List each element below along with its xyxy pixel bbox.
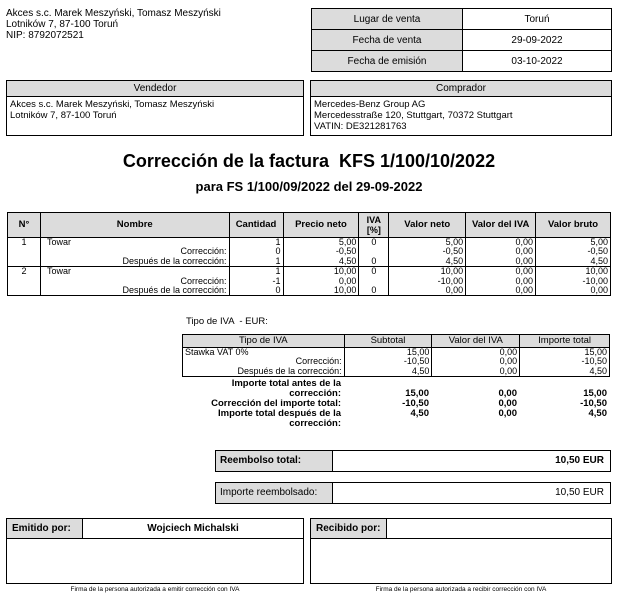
- vendor-line: Lotników 7, 87-100 Toruń: [10, 110, 117, 121]
- item-vat-value: 0,00: [466, 286, 536, 296]
- vat-summary-table: [182, 334, 610, 377]
- item-gross: -10,00: [536, 277, 611, 286]
- item-net: 0,00: [389, 286, 466, 296]
- col-header-name: Nombre: [40, 213, 229, 238]
- row-label: Después de la corrección:: [40, 257, 229, 267]
- seller-address: Lotników 7, 87-100 Toruń: [6, 19, 119, 30]
- totals-row: [182, 409, 610, 429]
- item-price: 10,00: [283, 286, 359, 296]
- item-vat-rate: 0: [359, 267, 389, 277]
- vat-total: 4,50: [520, 367, 610, 377]
- vendor-line: Akces s.c. Marek Meszyński, Tomasz Meszyński: [10, 99, 215, 110]
- item-qty: 0: [229, 247, 283, 256]
- vat-value: 0,00: [432, 367, 520, 377]
- item-price: 0,00: [283, 277, 359, 286]
- invoice-info-table: [311, 8, 612, 72]
- item-gross: 10,00: [536, 267, 611, 277]
- info-row: [312, 51, 612, 72]
- refund-total-value: 10,50 EUR: [555, 455, 604, 466]
- totals-label: [182, 409, 344, 429]
- item-vat-value: 0,00: [466, 247, 536, 256]
- totals-vat: 0,00: [498, 388, 517, 399]
- row-label: Después de la corrección:: [40, 286, 229, 296]
- info-row: [312, 30, 612, 51]
- received-by-name: [387, 519, 611, 538]
- buyer-box: [310, 80, 612, 136]
- info-label: Fecha de venta: [312, 30, 463, 51]
- buyer-line: Mercedesstraße 120, Stuttgart, 70372 Stuttgart: [314, 110, 513, 121]
- totals-table: [182, 379, 610, 429]
- col-header-net: Valor neto: [389, 213, 466, 238]
- col-header-qty: Cantidad: [229, 213, 283, 238]
- vat-summary-header: [183, 335, 610, 348]
- vat-value: 0,00: [432, 357, 520, 366]
- received-signature-box: [310, 518, 612, 584]
- table-row: [8, 257, 611, 267]
- totals-subtotal: 15,00: [405, 388, 429, 399]
- table-row: [8, 286, 611, 296]
- item-gross: -0,50: [536, 247, 611, 256]
- info-value: Toruń: [463, 9, 612, 30]
- refund-total-label: Reembolso total:: [216, 451, 333, 471]
- seller-name: Akces s.c. Marek Meszyński, Tomasz Meszyński: [6, 8, 221, 19]
- vat-col-header: Importe total: [520, 335, 610, 348]
- totals-subtotal: 4,50: [410, 408, 429, 419]
- buyer-line: VATIN: DE321281763: [314, 121, 407, 132]
- totals-subtotal: -10,50: [402, 398, 429, 409]
- seller-nip: NIP: 8792072521: [6, 30, 84, 41]
- buyer-header: Comprador: [311, 81, 611, 97]
- info-label: Fecha de emisión: [312, 51, 463, 72]
- vat-subtotal: 4,50: [344, 367, 432, 377]
- vat-subtotal: 15,00: [344, 348, 432, 358]
- item-vat-value: 0,00: [466, 257, 536, 267]
- item-vat-rate: 0: [359, 286, 389, 296]
- line-items-header: [8, 213, 611, 238]
- col-header-gross: Valor bruto: [536, 213, 611, 238]
- item-vat-value: 0,00: [466, 238, 536, 248]
- item-vat-value: 0,00: [466, 267, 536, 277]
- vat-col-header: Subtotal: [344, 335, 432, 348]
- refund-total-box: [215, 450, 611, 472]
- info-label: Lugar de venta: [312, 9, 463, 30]
- item-qty: 1: [229, 267, 283, 277]
- totals-vat: 0,00: [498, 408, 517, 419]
- buyer-line: Mercedes-Benz Group AG: [314, 99, 426, 110]
- totals-vat: 0,00: [498, 398, 517, 409]
- vat-col-header: Valor del IVA: [432, 335, 520, 348]
- issued-by-label: Emitido por:: [7, 519, 83, 538]
- totals-label-line: corrección:: [289, 418, 341, 429]
- item-net: 4,50: [389, 257, 466, 267]
- item-net: 10,00: [389, 267, 466, 277]
- item-price: 10,00: [283, 267, 359, 277]
- item-net: 5,00: [389, 238, 466, 248]
- info-value: 03-10-2022: [463, 51, 612, 72]
- item-gross: 0,00: [536, 286, 611, 296]
- col-header-price: Precio neto: [283, 213, 359, 238]
- totals-label: [182, 379, 344, 399]
- row-label: Corrección:: [40, 247, 229, 256]
- table-row: [183, 348, 610, 358]
- vendor-box: [6, 80, 304, 136]
- item-price: 4,50: [283, 257, 359, 267]
- col-header-no: N°: [8, 213, 41, 238]
- item-vat-value: 0,00: [466, 277, 536, 286]
- item-name: Towar: [40, 238, 229, 248]
- refunded-box: [215, 482, 611, 504]
- item-gross: 5,00: [536, 238, 611, 248]
- received-signature-note: Firma de la persona autorizada a recibir corrección con IVA: [375, 586, 547, 593]
- totals-label-line: corrección:: [289, 388, 341, 399]
- item-qty: 1: [229, 238, 283, 248]
- issued-signature-box: [6, 518, 304, 584]
- issued-signature-note: Firma de la persona autorizada a emitir corrección con IVA: [70, 586, 240, 593]
- item-qty: 0: [229, 286, 283, 296]
- item-number: 2: [8, 267, 41, 277]
- vat-summary-caption: Tipo de IVA - EUR:: [186, 316, 268, 327]
- info-value: 29-09-2022: [463, 30, 612, 51]
- vat-col-header: Tipo de IVA: [183, 335, 345, 348]
- totals-total: -10,50: [580, 398, 607, 409]
- item-price: -0,50: [283, 247, 359, 256]
- col-header-vat-value: Valor del IVA: [466, 213, 536, 238]
- item-name: Towar: [40, 267, 229, 277]
- issued-by-name: Wojciech Michalski: [147, 523, 239, 534]
- vat-rate-label: Stawka VAT 0%: [183, 348, 345, 358]
- col-header-vat: IVA [%]: [359, 213, 389, 238]
- vat-row-label: Corrección:: [183, 357, 345, 366]
- totals-label-line: Corrección del importe total:: [211, 398, 341, 409]
- item-net: -0,50: [389, 247, 466, 256]
- item-number: 1: [8, 238, 41, 248]
- item-qty: -1: [229, 277, 283, 286]
- vat-total: 15,00: [520, 348, 610, 358]
- refunded-label: Importe reembolsado:: [216, 483, 333, 503]
- totals-total: 4,50: [588, 408, 607, 419]
- totals-label-line: Importe total después de la: [218, 408, 341, 419]
- item-vat-rate: 0: [359, 257, 389, 267]
- table-row: [183, 367, 610, 377]
- totals-label-line: Importe total antes de la: [231, 378, 341, 389]
- info-row: [312, 9, 612, 30]
- item-price: 5,00: [283, 238, 359, 248]
- item-qty: 1: [229, 257, 283, 267]
- item-gross: 4,50: [536, 257, 611, 267]
- seller-header: [6, 8, 221, 41]
- item-net: -10,00: [389, 277, 466, 286]
- vat-total: -10,50: [520, 357, 610, 366]
- row-label: Corrección:: [40, 277, 229, 286]
- document-subtitle: para FS 1/100/09/2022 del 29-09-2022: [195, 179, 423, 194]
- item-vat-rate: 0: [359, 238, 389, 248]
- document-title: Corrección de la factura KFS 1/100/10/2022: [122, 151, 496, 171]
- totals-total: 15,00: [583, 388, 607, 399]
- refunded-value: 10,50 EUR: [555, 487, 604, 498]
- vat-value: 0,00: [432, 348, 520, 358]
- line-items-table: [7, 212, 611, 296]
- vat-row-label: Después de la corrección:: [183, 367, 345, 377]
- vat-subtotal: -10,50: [344, 357, 432, 366]
- vendor-header: Vendedor: [7, 81, 303, 97]
- received-by-label: Recibido por:: [311, 519, 387, 538]
- totals-row: [182, 379, 610, 399]
